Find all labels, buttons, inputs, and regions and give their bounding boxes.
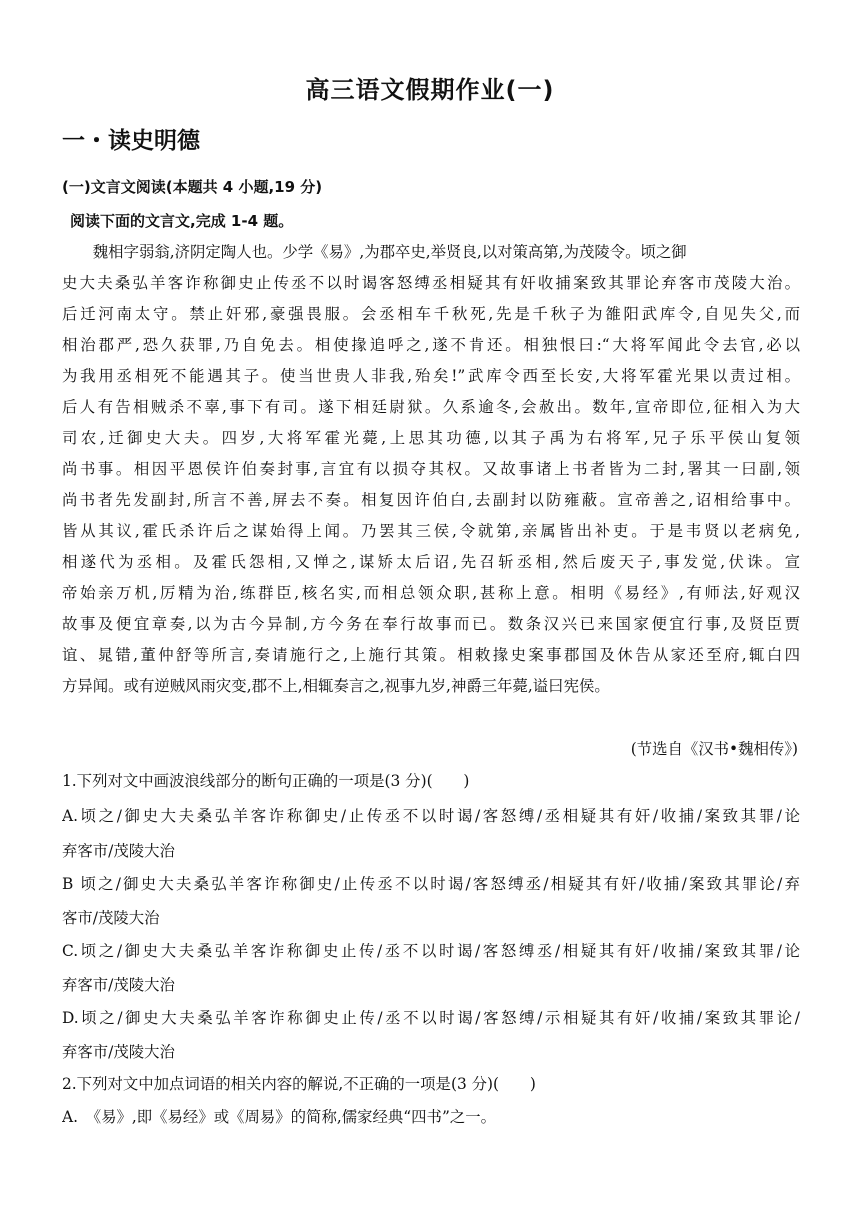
passage-line: 后人有告相贼杀不辜,事下有司。遂下相廷尉狱。久系逾冬,会赦出。数年,宣帝即位,征相入为大: [62, 398, 800, 416]
option-d-line: 弃客市/茂陵大治: [62, 1043, 175, 1061]
option-b-line: 客市/茂陵大治: [62, 909, 160, 927]
passage-line: 史大夫桑弘羊客诈称御史止传丞不以时谒客怒缚丞相疑其有奸收捕案致其罪论弃客市茂陵大治。: [62, 274, 800, 292]
option-a-line: A. 《易》,即《易经》或《周易》的简称,儒家经典“四书”之一。: [62, 1108, 496, 1126]
option-a-line: 弃客市/茂陵大治: [62, 842, 175, 860]
passage-line: 魏相字弱翁,济阴定陶人也。少学《易》,为郡卒史,举贤良,以对策高第,为茂陵令。顷之御: [62, 243, 687, 261]
passage-line: 帝始亲万机,厉精为治,练群臣,核名实,而相总领众职,甚称上意。相明《易经》,有师法,好观汉: [62, 584, 800, 602]
passage-line: 相遂代为丞相。及霍氏怨相,又惮之,谋矫太后诏,先召斩丞相,然后废天子,事发觉,伏诛。宣: [62, 553, 800, 571]
option-a-line: A.顷之/御史大夫桑弘羊客诈称御史/止传丞不以时谒/客怒缚/丞相疑其有奸/收捕/案致其罪/论: [62, 807, 800, 825]
question-1-stem: 1.下列对文中画波浪线部分的断句正确的一项是(3 分)( ): [62, 772, 470, 790]
option-d-line: D.顷之/御史大夫桑弘羊客诈称御史止传/丞不以时谒/客怒缚/示相疑其有奸/收捕/案致其罪论/: [62, 1009, 800, 1027]
passage-line: 尚书事。相因平恩侯许伯奏封事,言宜有以损夺其权。又故事诸上书者皆为二封,署其一曰副,领: [62, 460, 800, 478]
passage-line: 司农,迁御史大夫。四岁,大将军霍光薨,上思其功德,以其子禹为右将军,兄子乐平侯山复领: [62, 429, 800, 447]
reading-instruction: 阅读下面的文言文,完成 1-4 题。: [70, 212, 294, 230]
section-heading: 一・读史明德: [62, 128, 200, 154]
passage-line: 后迁河南太守。禁止奸邪,豪强畏服。会丞相车千秋死,先是千秋子为雒阳武库令,自见失父,而: [62, 305, 800, 323]
passage-line: 尚书者先发副封,所言不善,屏去不奏。相复因许伯白,去副封以防雍蔽。宣帝善之,诏相给事中。: [62, 491, 800, 509]
passage-line: 相治郡严,恐久获罪,乃自免去。相使掾追呼之,遂不肯还。相独恨曰:“大将军闻此令去官,必以: [62, 336, 800, 354]
page-title: 高三语文假期作业(一): [305, 76, 555, 104]
passage-line: 为我用丞相死不能遇其子。使当世贵人非我,殆矣!”武库令西至长安,大将军霍光果以责过相。: [62, 367, 800, 385]
subsection-heading: (一)文言文阅读(本题共 4 小题,19 分): [62, 178, 323, 196]
passage-source: (节选自《汉书•魏相传》): [630, 740, 798, 758]
passage-line: 故事及便宜章奏,以为古今异制,方今务在奉行故事而已。数条汉兴已来国家便宜行事,及贤臣贾: [62, 615, 800, 633]
passage-line: 谊、晁错,董仲舒等所言,奏请施行之,上施行其策。相敕掾史案事郡国及休告从家还至府,辄白四: [62, 646, 800, 664]
option-c-line: C.顷之/御史大夫桑弘羊客诈称御史止传/丞不以时谒/客怒缚丞/相疑其有奸/收捕/案致其罪/论: [62, 942, 800, 960]
passage-line: 方异闻。或有逆贼风雨灾变,郡不上,相辄奏言之,视事九岁,神爵三年薨,谥曰宪侯。: [62, 677, 610, 695]
passage-line: 皆从其议,霍氏杀许后之谋始得上闻。乃罢其三侯,令就第,亲属皆出补吏。于是韦贤以老病免,: [62, 522, 800, 540]
classical-passage: [62, 237, 800, 702]
option-c-line: 弃客市/茂陵大治: [62, 976, 175, 994]
question-2-stem: 2.下列对文中加点词语的相关内容的解说,不正确的一项是(3 分)( ): [62, 1075, 536, 1093]
option-b-line: B 顷之/御史大夫桑弘羊客诈称御史/止传丞不以时谒/客怒缚丞/相疑其有奸/收捕/案致其罪论/弃: [62, 875, 800, 893]
